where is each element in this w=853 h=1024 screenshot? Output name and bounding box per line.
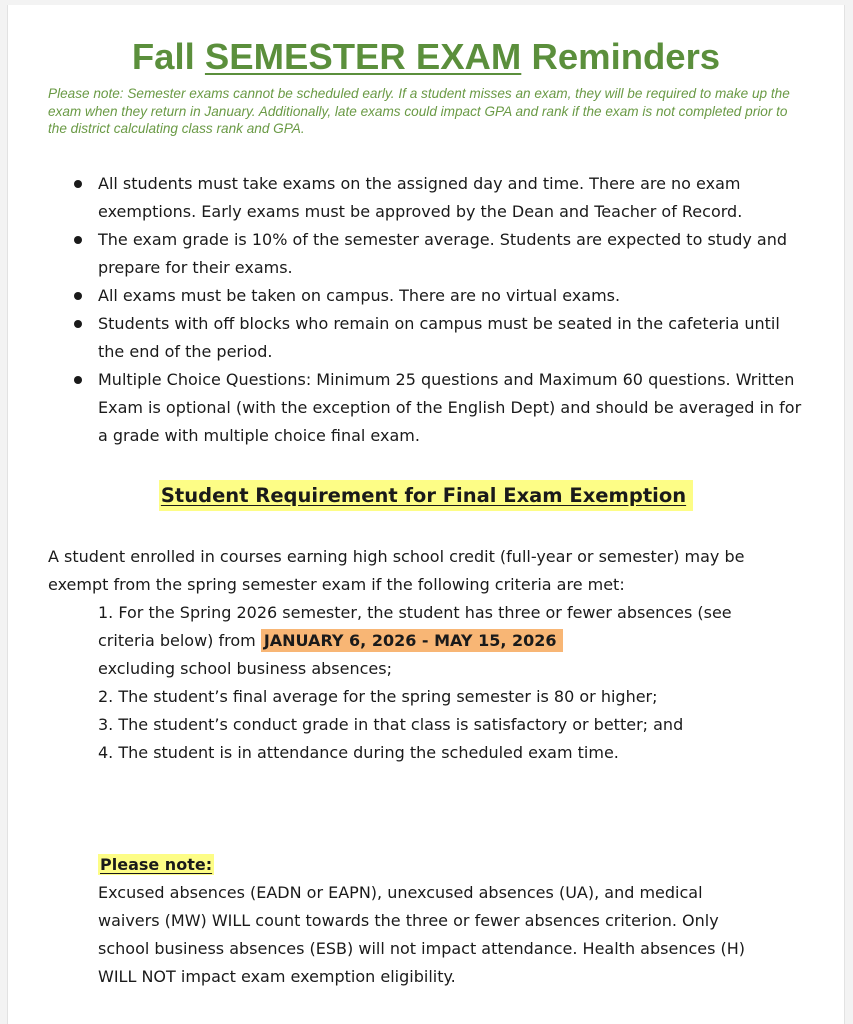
title-prefix: Fall — [131, 36, 205, 77]
rule-text: All students must take exams on the assigned day and time. There are no exam exemptions. Early exams must be approved by the Dean and Teacher of Record. — [98, 174, 743, 221]
criterion-item — [98, 683, 758, 711]
page-title — [8, 35, 844, 79]
note-text: Excused absences (EADN or EAPN), unexcused absences (UA), and medical waivers (MW) WILL count towards the three or fewer absences criterion. Only school business absences (ESB) will not impact attendance. Health absences (H) WILL NOT impact exam exemption eligibility. — [98, 883, 746, 986]
rule-item — [63, 366, 803, 450]
rule-text: All exams must be taken on campus. There are no virtual exams. — [98, 286, 621, 305]
exam-rules-list — [63, 170, 803, 450]
criterion-text: 2. The student’s final average for the spring semester is 80 or higher; — [98, 687, 658, 706]
bullet-icon — [74, 320, 82, 328]
criterion-text: 1. For the Spring 2026 semester, the student has three or fewer absences (see criteria below) from — [98, 603, 732, 650]
rule-text: The exam grade is 10% of the semester average. Students are expected to study and prepare for their exams. — [98, 230, 788, 277]
date-range-highlight: JANUARY 6, 2026 - MAY 15, 2026 — [261, 629, 563, 652]
criterion-item — [98, 599, 758, 683]
bullet-icon — [74, 376, 82, 384]
title-underlined: SEMESTER EXAM — [204, 36, 522, 77]
criterion-item — [98, 739, 758, 767]
exemption-intro: A student enrolled in courses earning high school credit (full-year or semester) may be exempt from the spring semester exam if the following criteria are met: — [48, 547, 745, 594]
note-label — [98, 851, 214, 879]
rule-item — [63, 310, 803, 366]
exemption-heading-text: Student Requirement for Final Exam Exemption — [159, 480, 693, 511]
criterion-item — [98, 711, 758, 739]
bullet-icon — [74, 180, 82, 188]
intro-note: Please note: Semester exams cannot be scheduled early. If a student misses an exam, they will be required to make up the exam when they return in January. Additionally, late exams could impact GPA and rank if the exam is not completed prior to the district calculating class rank and GPA. — [48, 86, 790, 136]
criterion-text: 4. The student is in attendance during the scheduled exam time. — [98, 743, 619, 762]
criterion-text: excluding school business absences; — [98, 659, 392, 678]
rule-item — [63, 170, 803, 226]
document-page — [7, 5, 845, 1024]
rule-text: Multiple Choice Questions: Minimum 25 questions and Maximum 60 questions. Written Exam is optional (with the exception of the English Dept) and should be averaged in for a grade with multiple choice final exam. — [98, 370, 802, 445]
bullet-icon — [74, 292, 82, 300]
bullet-icon — [74, 236, 82, 244]
rule-text: Students with off blocks who remain on campus must be seated in the cafeteria until the end of the period. — [98, 314, 780, 361]
note-label-text: Please note: — [100, 855, 213, 874]
exemption-criteria-list — [98, 599, 758, 767]
title-suffix: Reminders — [521, 36, 721, 77]
exemption-heading — [8, 480, 844, 511]
rule-item — [63, 282, 803, 310]
criterion-text: 3. The student’s conduct grade in that class is satisfactory or better; and — [98, 715, 684, 734]
rule-item — [63, 226, 803, 282]
